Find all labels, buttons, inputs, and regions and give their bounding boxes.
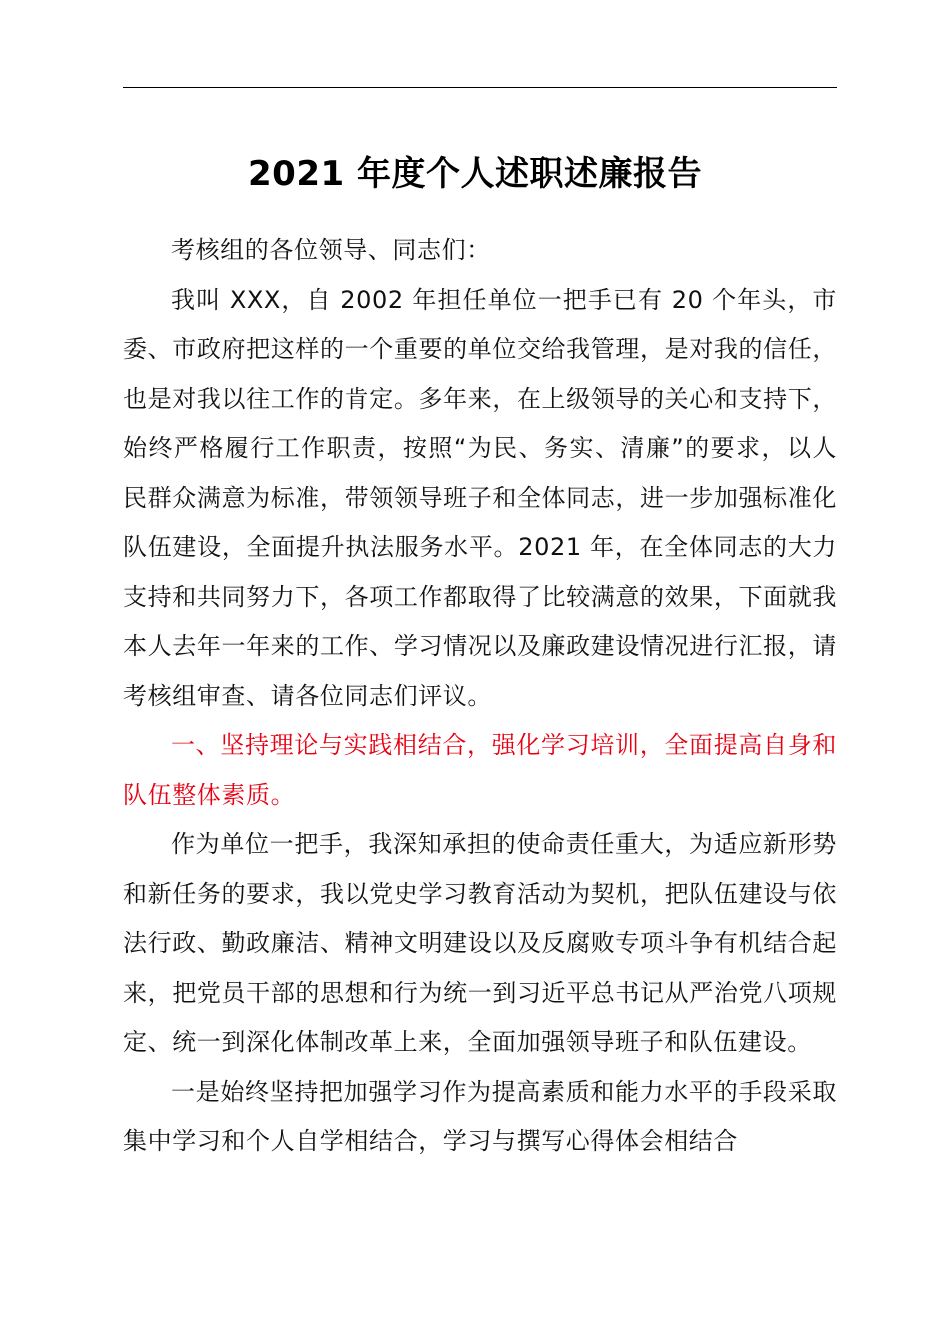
document-body xyxy=(123,226,837,1167)
section-heading-1: 一、坚持理论与实践相结合，强化学习培训，全面提高自身和队伍整体素质。 xyxy=(123,731,837,809)
document-title: 2021 年度个人述职述廉报告 xyxy=(248,154,702,194)
header-rule xyxy=(123,87,837,88)
section-1-paragraph: 作为单位一把手，我深知承担的使命责任重大，为适应新形势和新任务的要求，我以党史学习教育活动为契机，把队伍建设与依法行政、勤政廉洁、精神文明建设以及反腐败专项斗争有机结合起来，把党员干部的思想和行为统一到习近平总书记从严治党八项规定、统一到深化体制改革上来，全面加强领导班子和队伍建设。 xyxy=(123,830,837,1056)
section-1-point-1-paragraph: 一是始终坚持把加强学习作为提高素质和能力水平的手段采取集中学习和个人自学相结合，学习与撰写心得体会相结合 xyxy=(123,1077,837,1155)
intro-paragraph: 我叫 XXX，自 2002 年担任单位一把手已有 20 个年头，市委、市政府把这样的一个重要的单位交给我管理，是对我的信任，也是对我以往工作的肯定。多年来，在上级领导的关心和支持下，始终严格履行工作职责，按照“为民、务实、清廉”的要求，以人民群众满意为标准，带领领导班子和全体同志，进一步加强标准化队伍建设，全面提升执法服务水平。2021 年，在全体同志的大力支持和共同努力下，各项工作都取得了比较满意的效果，下面就我本人去年一年来的工作、学习情况以及廉政建设情况进行汇报，请考核组审查、请各位同志们评议。 xyxy=(123,285,837,710)
salutation-paragraph: 考核组的各位领导、同志们： xyxy=(171,236,491,264)
